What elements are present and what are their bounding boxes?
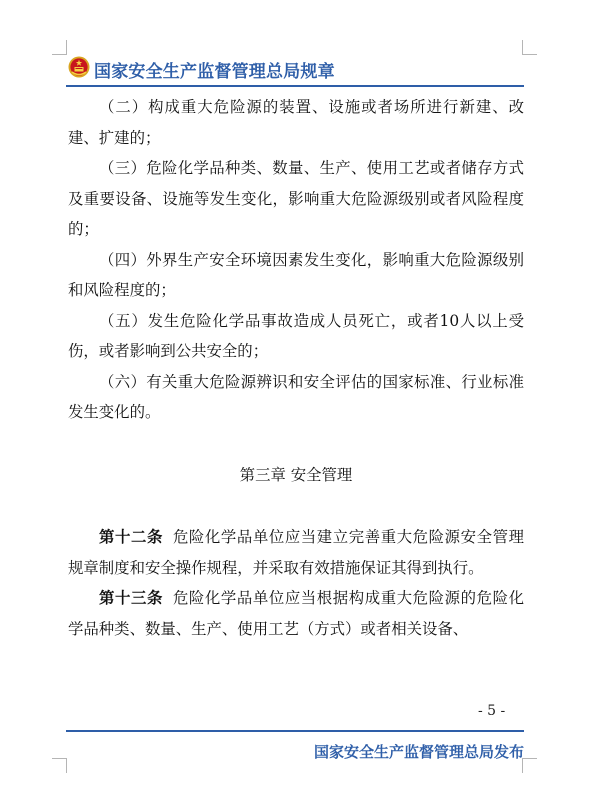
list-item: （三）危险化学品种类、数量、生产、使用工艺或者储存方式及重要设备、设施等发生变化，影响重大危险源级别或者风险程度的； [68,159,524,238]
page-number: - 5 - [478,703,506,719]
article-label: 第十三条 [99,589,163,607]
list-item: （五）发生危险化学品事故造成人员死亡，或者10人以上受伤，或者影响到公共安全的； [68,311,524,360]
footer-rule [66,730,524,732]
article-paragraph [68,522,524,583]
list-item: （六）有关重大危险源辨识和安全评估的国家标准、行业标准发生变化的。 [68,372,524,421]
crop-mark-top-right [522,40,537,55]
article-text: 危险化学品单位应当根据构成重大危险源的危险化学品种类、数量、生产、使用工艺（方式）或者相关设备、 [68,589,524,638]
document-body [68,92,524,644]
article-paragraph [68,583,524,644]
crop-mark-bottom-left [52,758,67,773]
article-label: 第十二条 [99,528,163,546]
national-emblem-icon [68,56,90,78]
footer-publisher: 国家安全生产监督管理总局发布 [313,743,524,761]
header-title: 国家安全生产监督管理总局规章 [94,62,335,82]
header-rule [66,85,524,87]
chapter-title: 第三章 安全管理 [239,465,353,484]
page-header [66,54,526,84]
crop-mark-bottom-right [522,758,537,773]
article-text: 危险化学品单位应当建立完善重大危险源安全管理规章制度和安全操作规程，并采取有效措施保证其得到执行。 [68,528,524,577]
list-item: （二）构成重大危险源的装置、设施或者场所进行新建、改建、扩建的； [68,98,524,147]
list-item: （四）外界生产安全环境因素发生变化，影响重大危险源级别和风险程度的； [68,250,524,299]
crop-mark-top-left [52,40,67,55]
